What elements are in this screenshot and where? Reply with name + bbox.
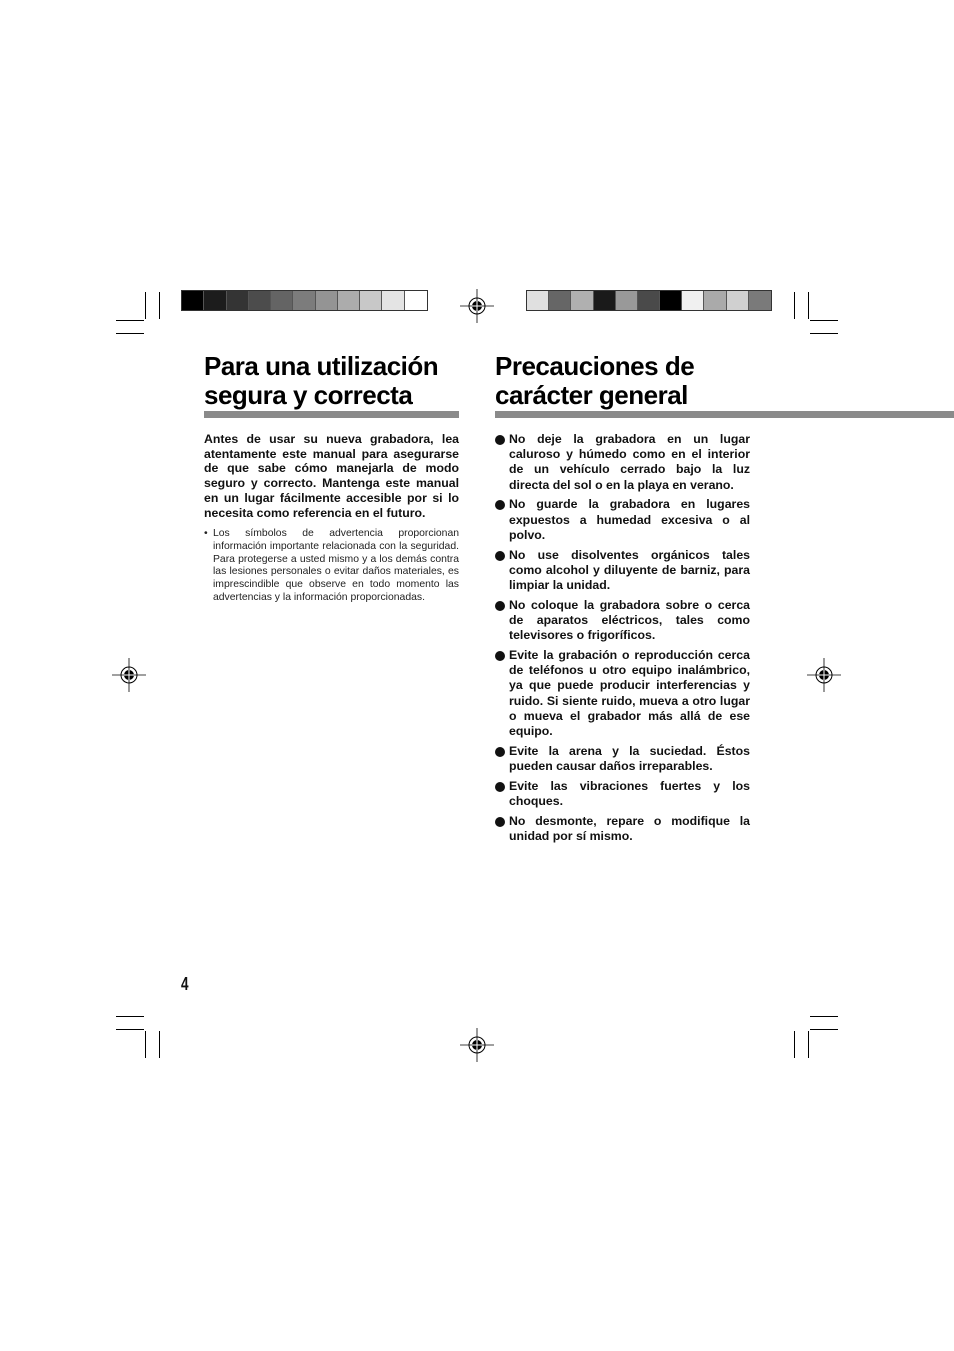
crop-mark xyxy=(810,320,838,321)
color-swatch xyxy=(316,291,338,310)
left-title-line-2: segura y correcta xyxy=(204,380,413,410)
color-swatch xyxy=(249,291,271,310)
crop-mark xyxy=(810,1016,838,1017)
crop-mark xyxy=(794,292,795,319)
crop-mark xyxy=(808,292,809,319)
left-section-rule xyxy=(204,411,459,418)
precautions-list xyxy=(495,432,750,849)
bullet-icon xyxy=(495,817,505,827)
color-calibration-bar-right xyxy=(526,290,772,311)
list-item xyxy=(495,548,750,594)
color-swatch xyxy=(571,291,593,310)
color-swatch xyxy=(382,291,404,310)
right-section-title xyxy=(495,352,694,410)
note-bullet: • xyxy=(204,528,208,539)
list-item-text: No guarde la grabadora en lugares expuestos a humedad excesiva o al polvo. xyxy=(509,497,750,542)
bullet-icon xyxy=(495,551,505,561)
bullet-icon xyxy=(495,500,505,510)
color-calibration-bar-left xyxy=(181,290,428,311)
left-title-line-1: Para una utilización xyxy=(204,351,439,381)
list-item xyxy=(495,598,750,644)
crop-mark xyxy=(116,1029,144,1030)
bullet-icon xyxy=(495,747,505,757)
color-swatch xyxy=(749,291,771,310)
color-swatch xyxy=(727,291,749,310)
color-swatch xyxy=(660,291,682,310)
list-item xyxy=(495,497,750,543)
list-item-text: No desmonte, repare o modifique la unidad por sí mismo. xyxy=(509,813,750,844)
list-item xyxy=(495,779,750,809)
color-swatch xyxy=(704,291,726,310)
registration-mark-icon xyxy=(460,1028,494,1062)
color-swatch xyxy=(182,291,204,310)
crop-mark xyxy=(116,1016,144,1017)
list-item xyxy=(495,648,750,739)
page-number: 4 xyxy=(181,974,189,994)
registration-mark-icon xyxy=(460,289,494,323)
right-title-line-2: carácter general xyxy=(495,380,688,410)
color-swatch xyxy=(338,291,360,310)
registration-mark-icon xyxy=(112,658,146,692)
note-text: Los símbolos de advertencia proporcionan información importante relacionada con la seguridad. Para protegerse a usted mismo y a los demás contra las lesiones personales o evitar daños materiales, es imprescindible que observe en todo momento las advertencias y la información proporcionadas. xyxy=(213,528,459,603)
right-title-line-1: Precauciones de xyxy=(495,351,695,381)
left-section-title xyxy=(204,352,438,410)
list-item xyxy=(495,432,750,493)
color-swatch xyxy=(360,291,382,310)
crop-mark xyxy=(808,1031,809,1058)
crop-mark xyxy=(145,1031,146,1058)
color-swatch xyxy=(594,291,616,310)
crop-mark xyxy=(116,320,144,321)
crop-mark xyxy=(145,292,146,319)
right-section-rule xyxy=(495,411,954,418)
color-swatch xyxy=(405,291,427,310)
color-swatch xyxy=(204,291,226,310)
list-item-text: Evite las vibraciones fuertes y los choques. xyxy=(509,778,750,809)
crop-mark xyxy=(810,1029,838,1030)
color-swatch xyxy=(549,291,571,310)
list-item xyxy=(495,744,750,774)
bullet-icon xyxy=(495,782,505,792)
color-swatch xyxy=(227,291,249,310)
list-item xyxy=(495,814,750,844)
color-swatch xyxy=(682,291,704,310)
color-swatch xyxy=(271,291,293,310)
list-item-text: Evite la grabación o reproducción cerca de teléfonos u otro equipo inalámbrico, ya que puede producir interferencias y ruido. Si siente ruido, mueva a otro lugar o mueva el grabador más allá de ese equipo. xyxy=(509,648,750,739)
crop-mark xyxy=(810,333,838,334)
list-item-text: No coloque la grabadora sobre o cerca de aparatos eléctricos, tales como televisores o frigoríficos. xyxy=(509,597,750,643)
color-swatch xyxy=(293,291,315,310)
list-item-text: Evite la arena y la suciedad. Éstos pueden causar daños irreparables. xyxy=(509,743,750,774)
crop-mark xyxy=(116,333,144,334)
crop-mark xyxy=(794,1031,795,1058)
crop-mark xyxy=(159,292,160,319)
bullet-icon xyxy=(495,651,505,661)
list-item-text: No deje la grabadora en un lugar caluroso y húmedo como en el interior de un vehículo cerrado bajo la luz directa del sol o en la playa en verano. xyxy=(509,432,750,492)
list-item-text: No use disolventes orgánicos tales como alcohol y diluyente de barniz, para limpiar la unidad. xyxy=(509,547,750,593)
color-swatch xyxy=(616,291,638,310)
crop-mark xyxy=(159,1031,160,1058)
bullet-icon xyxy=(495,435,505,445)
color-swatch xyxy=(527,291,549,310)
bullet-icon xyxy=(495,601,505,611)
intro-paragraph: Antes de usar su nueva grabadora, lea atentamente este manual para asegurarse de que sabe cómo manejarla de modo seguro y correcto. Mantenga este manual en un lugar fácilmente accesible por si lo necesita como referencia en el futuro. xyxy=(204,432,459,520)
registration-mark-icon xyxy=(807,658,841,692)
warning-symbols-note xyxy=(204,528,459,605)
color-swatch xyxy=(638,291,660,310)
